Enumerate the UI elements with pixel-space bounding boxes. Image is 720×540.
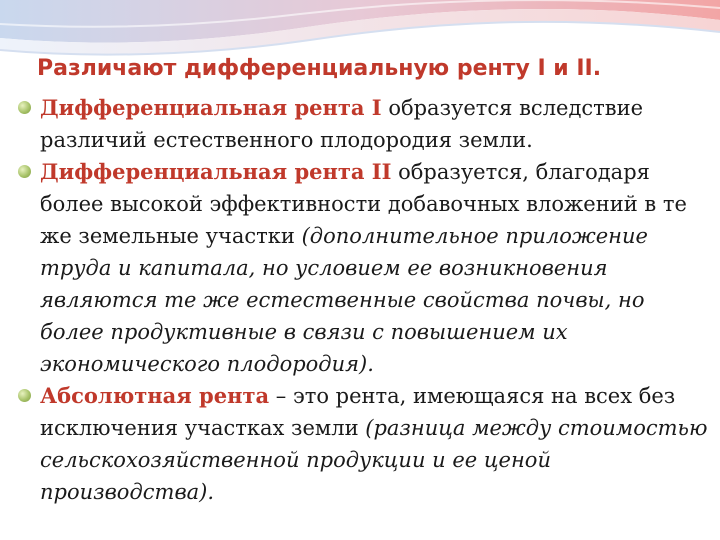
item-text: – это рента, имеющаяся на всех без исключения участках земли	[40, 384, 676, 440]
item-italic-note: (дополнительное приложение труда и капитала, но условием ее возникновения являются те же естественные свойства почвы, но более продуктивные в связи с повышением их экономического плодородия).	[40, 224, 648, 376]
item-italic-note: (разница между стоимостью сельскохозяйственной продукции и ее ценой производства).	[40, 416, 708, 504]
term-label: Дифференциальная рента II	[40, 159, 392, 184]
list-item	[18, 156, 710, 380]
bullet-list	[18, 92, 710, 508]
item-text: образуется вследствие различий естественного плодородия земли.	[40, 96, 644, 152]
term-label: Дифференциальная рента I	[40, 95, 382, 120]
list-item	[18, 380, 710, 508]
list-item	[18, 92, 710, 156]
green-circle-bullet-icon	[18, 101, 31, 114]
slide-title: Различают дифференциальную ренту I и II.	[37, 56, 602, 81]
green-circle-bullet-icon	[18, 389, 31, 402]
term-label: Абсолютная рента	[40, 383, 270, 408]
item-text: образуется, благодаря более высокой эффективности добавочных вложений в те же земельные участки	[40, 160, 687, 248]
green-circle-bullet-icon	[18, 165, 31, 178]
